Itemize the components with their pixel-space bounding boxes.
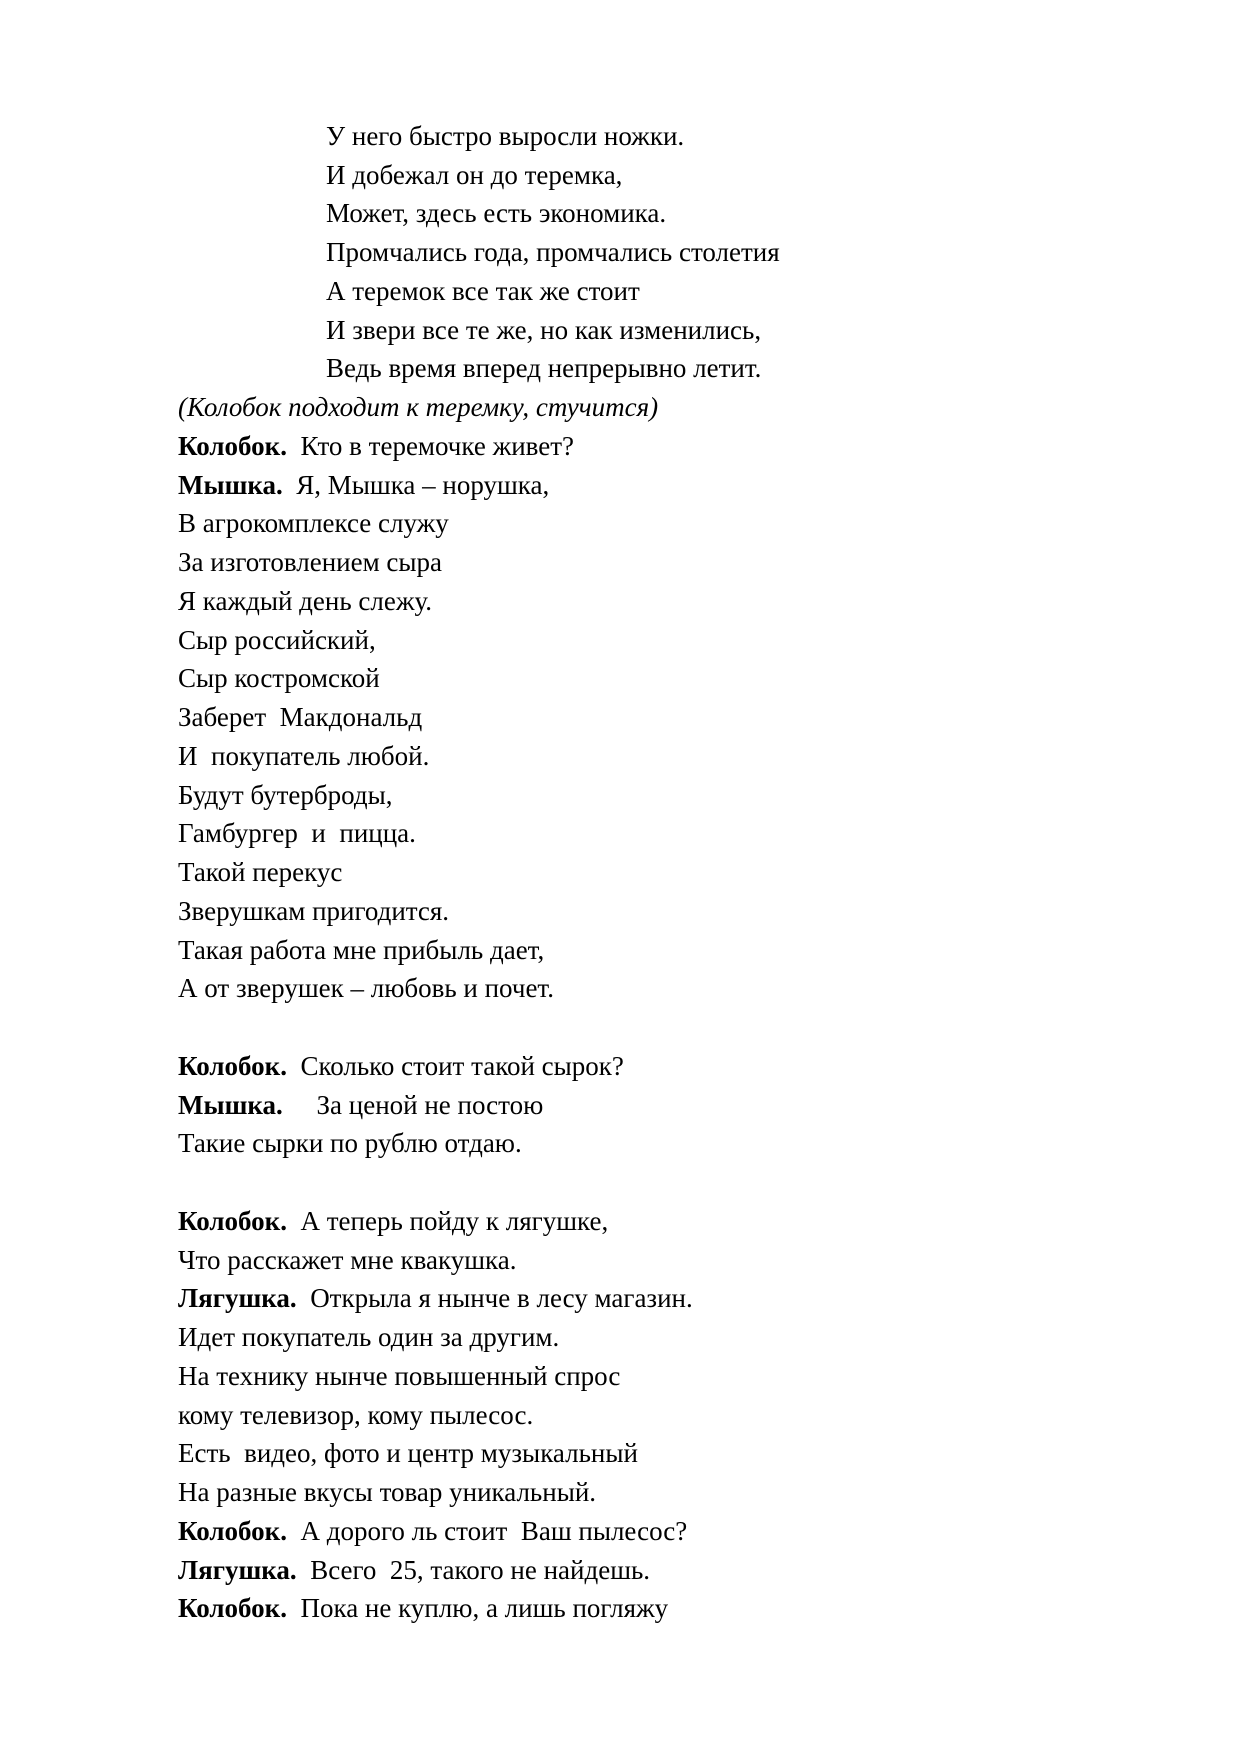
dialogue-text: Всего 25, такого не найдешь.	[296, 1555, 651, 1585]
verse-line: Ведь время вперед непрерывно летит.	[326, 353, 762, 383]
dialogue-line	[178, 1589, 668, 1628]
speaker-name: Колобок.	[178, 1516, 287, 1546]
dialogue-text: Заберет Макдональд	[178, 702, 423, 732]
dialogue-text: За изготовлением сыра	[178, 547, 443, 577]
dialogue-line	[178, 1124, 522, 1163]
dialogue-text: Будут бутерброды,	[178, 780, 393, 810]
speaker-name: Мышка.	[178, 1090, 283, 1120]
speaker-name: Лягушка.	[178, 1555, 297, 1585]
dialogue-text: Пока не куплю, а лишь погляжу	[286, 1593, 669, 1623]
dialogue-text: А дорого ль стоит Ваш пылесос?	[286, 1516, 688, 1546]
verse-line: А теремок все так же стоит	[326, 276, 640, 306]
dialogue-text: Я, Мышка – норушка,	[282, 470, 550, 500]
dialogue-line	[178, 814, 416, 853]
dialogue-text: Сыр российский,	[178, 625, 376, 655]
dialogue-text: В агрокомплексе служу	[178, 508, 449, 538]
dialogue-text: Сыр костромской	[178, 663, 380, 693]
dialogue-text: Что расскажет мне квакушка.	[178, 1245, 517, 1275]
dialogue-line	[178, 1434, 638, 1473]
dialogue-line	[178, 969, 554, 1008]
dialogue-line	[178, 504, 449, 543]
dialogue-text: Идет покупатель один за другим.	[178, 1322, 560, 1352]
speaker-name: Колобок.	[178, 1593, 287, 1623]
dialogue-line	[178, 1551, 650, 1590]
dialogue-line	[178, 1357, 620, 1396]
dialogue-text: Зверушкам пригодится.	[178, 896, 450, 926]
dialogue-text: На разные вкусы товар уникальный.	[178, 1477, 597, 1507]
dialogue-text: На технику нынче повышенный спрос	[178, 1361, 621, 1391]
dialogue-line	[178, 427, 574, 466]
dialogue-line	[178, 466, 549, 505]
dialogue-line	[178, 776, 393, 815]
dialogue-line	[178, 931, 544, 970]
dialogue-line	[178, 1318, 559, 1357]
dialogue-text: И покупатель любой.	[178, 741, 430, 771]
dialogue-text: Такие сырки по рублю отдаю.	[178, 1128, 522, 1158]
speaker-name: Колобок.	[178, 1051, 287, 1081]
dialogue-line	[178, 1241, 516, 1280]
verse-line: У него быстро выросли ножки.	[326, 121, 685, 151]
dialogue-line	[178, 1202, 608, 1241]
stage-direction: (Колобок подходит к теремку, стучится)	[178, 392, 659, 422]
speaker-name: Лягушка.	[178, 1283, 297, 1313]
dialogue-text: А теперь пойду к лягушке,	[286, 1206, 609, 1236]
dialogue-line	[178, 737, 429, 776]
dialogue-line	[178, 1396, 533, 1435]
dialogue-text: Гамбургер и пицца.	[178, 818, 416, 848]
speaker-name: Колобок.	[178, 1206, 287, 1236]
dialogue-line	[178, 853, 342, 892]
verse-line: Может, здесь есть экономика.	[326, 198, 667, 228]
dialogue-text: А от зверушек – любовь и почет.	[178, 973, 554, 1003]
dialogue-line	[178, 892, 449, 931]
dialogue-line	[178, 621, 376, 660]
dialogue-text: Я каждый день слежу.	[178, 586, 433, 616]
dialogue-line	[178, 1473, 596, 1512]
dialogue-line	[178, 1086, 543, 1125]
dialogue-text: Сколько стоит такой сырок?	[286, 1051, 624, 1081]
speaker-name: Колобок.	[178, 431, 287, 461]
verse-line: Промчались года, промчались столетия	[326, 237, 780, 267]
dialogue-text: кому телевизор, кому пылесос.	[178, 1400, 534, 1430]
dialogue-line	[178, 582, 432, 621]
dialogue-text: Такая работа мне прибыль дает,	[178, 935, 545, 965]
dialogue-text: Есть видео, фото и центр музыкальный	[178, 1438, 638, 1468]
dialogue-line	[178, 1047, 624, 1086]
verse-line: И звери все те же, но как изменились,	[326, 315, 762, 345]
dialogue-text: За ценой не постою	[282, 1090, 544, 1120]
dialogue-text: Открыла я нынче в лесу магазин.	[296, 1283, 693, 1313]
dialogue-line	[178, 543, 442, 582]
dialogue-line	[178, 1512, 687, 1551]
dialogue-line	[178, 1279, 693, 1318]
dialogue-line	[178, 659, 380, 698]
dialogue-line	[178, 698, 422, 737]
dialogue-text: Кто в теремочке живет?	[286, 431, 575, 461]
verse-line: И добежал он до теремка,	[326, 160, 623, 190]
dialogue-text: Такой перекус	[178, 857, 343, 887]
speaker-name: Мышка.	[178, 470, 283, 500]
